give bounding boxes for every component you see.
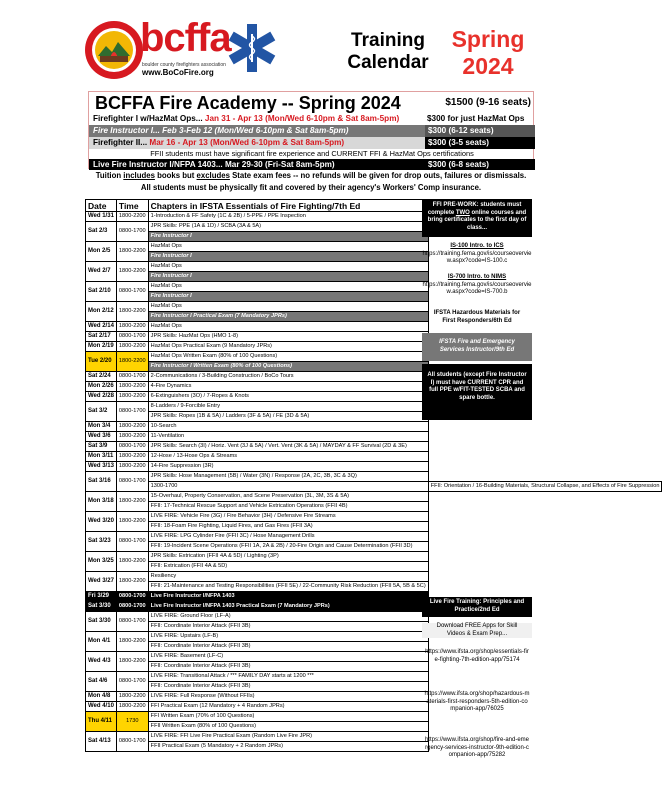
schedule-row	[86, 442, 662, 452]
schedule-row	[86, 322, 662, 332]
schedule-topic: LIVE FIRE: LPG Cylinder Fire (FFII 3C) / Hose Management Drills	[148, 532, 428, 542]
schedule-topic: FFII: 18-Foam Fire Fighting, Liquid Fires, and Gas Fires (FFII 3A)	[148, 522, 428, 532]
course-price: $300 (3-5 seats)	[428, 138, 489, 147]
schedule-topic: HazMat Ops	[148, 242, 428, 252]
title-line-calendar: Calendar	[347, 52, 429, 73]
schedule-row	[86, 512, 662, 522]
schedule-date: Wed 4/10	[86, 702, 117, 712]
schedule-topic: JPR Skills: HazMat Ops (HMO 1-8)	[148, 332, 428, 342]
course-name: Firefighter I w/HazMat Ops...	[93, 114, 205, 123]
ffii-requirement: FFII students must have significant fire experience and CURRENT FFI & HazMat Ops certifications	[150, 149, 474, 158]
schedule-date: Mon 3/25	[86, 552, 117, 572]
schedule-topic: HazMat Ops Written Exam (80% of 100 Questions)	[148, 352, 428, 362]
schedule-topic: LIVE FIRE: Basement (LF-C)	[148, 652, 428, 662]
schedule-date: Mon 2/26	[86, 382, 117, 392]
schedule-topic: Live Fire Instructor I/NFPA 1403	[148, 592, 428, 602]
schedule-date: Sat 4/13	[86, 732, 117, 752]
season-line-spring: Spring	[451, 26, 525, 52]
app-link-hazmat[interactable]: https://www.ifsta.org/shop/hazardous-materials-first-responders-5th-edition-companion-app/76025	[424, 691, 530, 712]
schedule-time: 1800-2200	[116, 632, 148, 652]
app-link-instructor[interactable]: https://www.ifsta.org/shop/fire-and-emergency-services-instructor-9th-edition-companion-app/75282	[424, 737, 530, 758]
schedule-topic: FFII: Orientation / 16-Building Materials, Structural Collapse, and Effects of Fire Suppression	[428, 482, 662, 492]
schedule-row	[86, 662, 662, 672]
schedule-row	[86, 422, 662, 432]
fire-instructor-session: Fire Instructor I	[148, 272, 428, 282]
schedule-row	[86, 352, 662, 362]
schedule-topic: HazMat Ops	[148, 302, 428, 312]
app-link-essentials[interactable]: https://www.ifsta.org/shop/essentials-fire-fighting-7th-edition-app/75174	[425, 649, 529, 663]
schedule-row	[86, 692, 662, 702]
schedule-date: Sat 3/30	[86, 612, 117, 632]
schedule-topic: JPR Skills: Extrication (FFII 4A & 5D) / Lighting (3P)	[148, 552, 428, 562]
schedule-time: 1800-2200	[116, 652, 148, 672]
schedule-row	[86, 702, 662, 712]
schedule-topic: FFII: Coordinate Interior Attack (FFII 3B)	[148, 642, 428, 652]
schedule-row	[86, 402, 662, 412]
schedule-time: 0800-1700	[116, 532, 148, 552]
schedule-row	[86, 212, 662, 222]
schedule-row	[86, 552, 662, 562]
schedule-row	[86, 532, 662, 542]
schedule-time: 0800-1700	[116, 472, 148, 492]
schedule-topic: FFII Written Exam (80% of 100 Questions)	[148, 722, 428, 732]
bcffa-website[interactable]: www.BoCoFire.org	[142, 68, 214, 77]
schedule-time: 1800-2200	[116, 302, 148, 322]
schedule-row	[86, 292, 662, 302]
fire-instructor-session: Fire Instructor I Practical Exam (7 Mandatory JPRs)	[148, 312, 428, 322]
schedule-time: 0800-1700	[116, 332, 148, 342]
prework-two: TWO	[455, 209, 470, 216]
schedule-row	[86, 542, 662, 552]
schedule-row	[86, 222, 662, 232]
schedule-date: Mon 4/8	[86, 692, 117, 702]
academy-title-row	[89, 92, 535, 113]
schedule-time: 0800-1700	[116, 372, 148, 382]
schedule-row	[86, 582, 662, 592]
schedule-time: 1800-2200	[116, 432, 148, 442]
schedule-row	[86, 712, 662, 722]
course-row-ffi	[89, 113, 535, 125]
schedule-time: 0800-1700	[116, 732, 148, 752]
course-price: $300 for just HazMat Ops	[427, 114, 525, 123]
schedule-date: Sat 3/2	[86, 402, 117, 422]
schedule-topic: LIVE FIRE: Ground Floor (LF-A)	[148, 612, 428, 622]
schedule-time: 1800-2200	[116, 262, 148, 282]
tuition-text: Tuition	[95, 171, 124, 180]
course-dates: Jan 31 - Apr 13 (Mon/Wed 6-10pm & Sat 8am-5pm)	[204, 114, 400, 123]
schedule-row	[86, 522, 662, 532]
schedule-topic: Resiliency	[148, 572, 428, 582]
schedule-time: 0800-1700	[116, 602, 148, 612]
schedule-topic: FFII: 19-Incident Scene Operations (FFII 1A, 2A & 2B) / 20-Fire Origin and Cause Determination (FFII 3D)	[148, 542, 428, 552]
schedule-row	[86, 492, 662, 502]
schedule-date: Wed 3/27	[86, 572, 117, 592]
free-apps-note: Download FREE Apps for Skill Videos & Exam Prep...	[422, 623, 532, 638]
schedule-row	[86, 682, 662, 692]
schedule-row	[86, 562, 662, 572]
schedule-row	[86, 722, 662, 732]
fire-instructor-session: Fire Instructor I Written Exam (80% of 100 Questions)	[148, 362, 428, 372]
schedule-topic: FFII: Extrication (FFII 4A & 5D)	[148, 562, 428, 572]
column-header-time: Time	[116, 200, 148, 212]
is100-title[interactable]: IS-100 Intro. to ICS	[450, 243, 504, 249]
course-name: Fire Instructor I... Feb 3-Feb 12 (Mon/Wed 6-10pm & Sat 8am-5pm)	[93, 126, 349, 135]
column-header-chapters: Chapters in IFSTA Essentials of Fire Fighting/7th Ed	[148, 200, 428, 212]
tuition-excludes: excludes	[196, 171, 230, 180]
schedule-table	[85, 199, 662, 752]
schedule-time: 1800-2200	[116, 382, 148, 392]
schedule-row	[86, 342, 662, 352]
tuition-text: books but	[154, 171, 197, 180]
schedule-topic: LIVE FIRE: Full Response (Without FFIIs)	[148, 692, 428, 702]
wildland-fire-seal-logo	[84, 20, 144, 80]
schedule-row	[86, 592, 662, 602]
schedule-topic: FFI Written Exam (70% of 100 Questions)	[148, 712, 428, 722]
schedule-topic: FFII: Coordinate Interior Attack (FFII 3B)	[148, 662, 428, 672]
schedule-topic: Live Fire Instructor I/NFPA 1403 Practical Exam (7 Mandatory JPRs)	[148, 602, 428, 612]
schedule-date: Tue 2/20	[86, 352, 117, 372]
schedule-row	[86, 632, 662, 642]
hazmat-textbook-note: IFSTA Hazardous Materials for First Responders/6th Ed	[433, 310, 521, 324]
schedule-time: 0800-1700	[116, 282, 148, 302]
schedule-topic: 14-Fire Suppression (3R)	[148, 462, 428, 472]
schedule-topic: LIVE FIRE: Vehicle Fire (3G) / Fire Behavior (3H) / Defensive Fire Streams	[148, 512, 428, 522]
schedule-time: 1730	[116, 712, 148, 732]
schedule-date: Sat 3/23	[86, 532, 117, 552]
schedule-date: Sat 2/17	[86, 332, 117, 342]
schedule-time: 1800-2200	[116, 422, 148, 432]
schedule-topic: JPR Skills: Search (3I) / Horiz. Vent (3J & 5A) / Vert. Vent (3K & 5A) / MAYDAY & FF Survival (2D & 3E)	[148, 442, 428, 452]
schedule-time: 1800-2200	[116, 572, 148, 592]
schedule-date: Wed 2/28	[86, 392, 117, 402]
ffii-requirement-row	[89, 149, 535, 159]
schedule-topic: FFII Practical Exam (5 Mandatory + 2 Random JPRs)	[148, 742, 428, 752]
schedule-date: Sat 2/10	[86, 282, 117, 302]
fitness-requirement: All students must be physically fit and covered by their agency's Workers' Comp insurance.	[140, 183, 482, 192]
academy-summary-box	[88, 91, 534, 169]
schedule-topic: HazMat Ops Practical Exam (9 Mandatory JPRs)	[148, 342, 428, 352]
fire-instructor-session: Fire Instructor I	[148, 292, 428, 302]
schedule-topic: LIVE FIRE: FFI Live Fire Practical Exam (Random Live Fire JPR)	[148, 732, 428, 742]
schedule-time: 1800-2200	[116, 242, 148, 262]
schedule-row	[86, 232, 662, 242]
schedule-row	[86, 652, 662, 662]
schedule-topic: HazMat Ops	[148, 262, 428, 272]
is700-title[interactable]: IS-700 Intro. to NIMS	[447, 274, 507, 280]
course-row-ffii	[89, 137, 535, 149]
schedule-topic: HazMat Ops	[148, 282, 428, 292]
schedule-row	[86, 282, 662, 292]
course-dates: Mar 16 - Apr 13 (Mon/Wed 6-10pm & Sat 8am-5pm)	[149, 138, 345, 147]
schedule-row	[86, 382, 662, 392]
course-name: Live Fire Instructor I/NFPA 1403... Mar 29-30 (Fri-Sat 8am-5pm)	[93, 160, 335, 169]
schedule-date: Mon 2/19	[86, 342, 117, 352]
course-price: $300 (6-8 seats)	[428, 160, 489, 169]
schedule-row	[86, 472, 662, 482]
schedule-row	[86, 412, 662, 422]
schedule-time: 0800-1700	[116, 402, 148, 422]
schedule-date: Wed 3/20	[86, 512, 117, 532]
ppe-requirement-note: All students (except Fire Instructor I) must have CURRENT CPR and full PPE w/FIT-TESTED SCBA and spare bottle.	[422, 364, 532, 420]
prework-note	[422, 199, 532, 237]
schedule-topic: JPR Skills: Ropes (1B & 5A) / Ladders (3F & 5A) / FE (3D & 5A)	[148, 412, 428, 422]
schedule-time: 1800-2200	[116, 692, 148, 702]
schedule-date: Wed 1/31	[86, 212, 117, 222]
prework-text: FFI PRE-WORK: students must complete	[427, 202, 522, 216]
tuition-includes: includes	[123, 171, 155, 180]
schedule-date: Thu 4/11	[86, 712, 117, 732]
schedule-date: Wed 4/3	[86, 652, 117, 672]
schedule-topic: 15-Overhaul, Property Conservation, and Scene Preservation (3L, 3M, 3S & 5A)	[148, 492, 428, 502]
schedule-topic: JPR Skills: PPE (1A & 1D) / SCBA (3A & 5A)	[148, 222, 428, 232]
schedule-topic: 2-Communications / 3-Building Construction / BoCo Tours	[148, 372, 428, 382]
season-title	[440, 26, 536, 80]
schedule-row	[86, 392, 662, 402]
schedule-row	[86, 252, 662, 262]
column-header-date: Date	[86, 200, 117, 212]
instructor-textbook-note: IFSTA Fire and Emergency Services Instructor/9th Ed	[422, 333, 532, 361]
schedule-topic: JPR Skills: Hose Management (5B) / Water (3N) / Response (2A, 2C, 3B, 3C & 3Q)	[148, 472, 428, 482]
course-row-live-fire	[89, 159, 535, 170]
schedule-time: 1800-2200	[116, 392, 148, 402]
is100-note	[422, 243, 532, 266]
schedule-topic: 10-Search	[148, 422, 428, 432]
season-line-year: 2024	[462, 53, 514, 79]
schedule-row	[86, 742, 662, 752]
live-fire-textbook-note: Live Fire Training: Principles and Practice/2nd Ed	[422, 597, 532, 617]
schedule-header-row	[86, 200, 662, 212]
academy-title: BCFFA Fire Academy -- Spring 2024	[95, 93, 401, 113]
schedule-row	[86, 602, 662, 612]
schedule-date: Sat 2/3	[86, 222, 117, 242]
is100-link[interactable]: https://training.fema.gov/is/courseoverview.aspx?code=IS-100.c	[422, 250, 532, 264]
schedule-row	[86, 262, 662, 272]
schedule-date: Sat 4/6	[86, 672, 117, 692]
schedule-time: 1800-2200	[116, 512, 148, 532]
schedule-date: Sat 3/9	[86, 442, 117, 452]
schedule-topic: 12-Hose / 13-Hose Ops & Streams	[148, 452, 428, 462]
course-name: Firefighter II...	[93, 138, 150, 147]
schedule-date: Wed 2/7	[86, 262, 117, 282]
schedule-row	[86, 372, 662, 382]
schedule-row	[86, 622, 662, 632]
schedule-time: 0800-1700	[116, 442, 148, 452]
bcffa-logo-tagline: boulder county firefighters association	[142, 62, 226, 68]
schedule-row	[86, 332, 662, 342]
schedule-row	[86, 432, 662, 442]
schedule-date: Mon 2/12	[86, 302, 117, 322]
schedule-topic: FFII: Coordinate Interior Attack (FFII 3B)	[148, 622, 428, 632]
schedule-date: Mon 4/1	[86, 632, 117, 652]
is700-link[interactable]: https://training.fema.gov/is/courseoverview.aspx?code=IS-700.b	[422, 281, 532, 295]
schedule-row	[86, 672, 662, 682]
schedule-topic: LIVE FIRE: Transitional Attack / *** FAMILY DAY starts at 1200 ***	[148, 672, 428, 682]
schedule-date: Mon 3/11	[86, 452, 117, 462]
course-price: $300 (6-12 seats)	[428, 126, 494, 135]
schedule-row	[86, 572, 662, 582]
tuition-text: State exam fees -- no refunds will be given for drop outs, failures or dismissals.	[229, 171, 527, 180]
schedule-date: Sat 3/16	[86, 472, 117, 492]
schedule-topic: 6-Extinguishers (3O) / 7-Ropes & Knots	[148, 392, 428, 402]
schedule-time: 0800-1700	[116, 592, 148, 602]
schedule-time: 1800-2200	[116, 212, 148, 222]
academy-price: $1500 (9-16 seats)	[445, 97, 531, 108]
training-calendar-title	[338, 30, 438, 74]
schedule-row	[86, 312, 662, 322]
schedule-topic: FFII: 17-Technical Rescue Support and Vehicle Extrication Operations (FFII 4B)	[148, 502, 428, 512]
schedule-topic: 4-Fire Dynamics	[148, 382, 428, 392]
star-of-life-icon	[226, 22, 278, 74]
schedule-topic: FFII: 21-Maintenance and Testing Responsibilities (FFII 5E) / 22-Community Risk Reduction (FFII 5A, 5B & 5C)	[148, 582, 428, 592]
schedule-topic: FFI Practical Exam (12 Mandatory + 4 Random JPRs)	[148, 702, 428, 712]
schedule-row	[86, 452, 662, 462]
schedule-date: Mon 2/5	[86, 242, 117, 262]
schedule-row	[86, 242, 662, 252]
bcffa-logo-word: bcffa	[140, 16, 231, 60]
schedule-time: 1800-2200	[116, 462, 148, 472]
fire-instructor-session: Fire Instructor I	[148, 252, 428, 262]
tuition-policy	[86, 170, 536, 194]
schedule-topic: 11-Ventilation	[148, 432, 428, 442]
schedule-row	[86, 482, 662, 492]
schedule-row	[86, 272, 662, 282]
schedule-topic: 8-Ladders / 9-Forcible Entry	[148, 402, 428, 412]
schedule-date: Sat 3/30	[86, 602, 117, 612]
prework-text: online courses and bring certificates to the first day of class...	[427, 209, 527, 231]
schedule-date: Wed 3/13	[86, 462, 117, 472]
schedule-time: 1800-2200	[116, 352, 148, 372]
schedule-row	[86, 462, 662, 472]
schedule-date: Wed 2/14	[86, 322, 117, 332]
schedule-time: 1800-2200	[116, 342, 148, 352]
schedule-time: 0800-1700	[116, 222, 148, 242]
schedule-time: 1800-2200	[116, 452, 148, 462]
schedule-row	[86, 502, 662, 512]
schedule-row	[86, 302, 662, 312]
schedule-date: Fri 3/29	[86, 592, 117, 602]
schedule-time: 0800-1700	[116, 612, 148, 632]
schedule-time: 1800-2200	[116, 702, 148, 712]
fire-instructor-session: Fire Instructor I	[148, 232, 428, 242]
schedule-row	[86, 362, 662, 372]
schedule-topic: FFII: Coordinate Interior Attack (FFII 3B)	[148, 682, 428, 692]
title-line-training: Training	[351, 30, 425, 51]
schedule-time: 1800-2200	[116, 552, 148, 572]
is700-note	[422, 274, 532, 297]
schedule-topic: HazMat Ops	[148, 322, 428, 332]
course-row-fire-instructor	[89, 125, 535, 137]
schedule-date: Mon 3/18	[86, 492, 117, 512]
schedule-row	[86, 642, 662, 652]
schedule-topic: LIVE FIRE: Upstairs (LF-B)	[148, 632, 428, 642]
schedule-time: 1800-2200	[116, 322, 148, 332]
schedule-time: 0800-1700	[116, 672, 148, 692]
schedule-row	[86, 732, 662, 742]
schedule-time: 1800-2200	[116, 492, 148, 512]
schedule-row	[86, 612, 662, 622]
page-header	[0, 0, 618, 90]
schedule-time: 1300-1700	[148, 482, 428, 492]
schedule-date: Wed 3/6	[86, 432, 117, 442]
schedule-date: Mon 3/4	[86, 422, 117, 432]
schedule-date: Sat 2/24	[86, 372, 117, 382]
schedule-topic: 1-Introduction & FF Safety (1C & 2B) / 5-PPE / PPE Inspection	[148, 212, 428, 222]
